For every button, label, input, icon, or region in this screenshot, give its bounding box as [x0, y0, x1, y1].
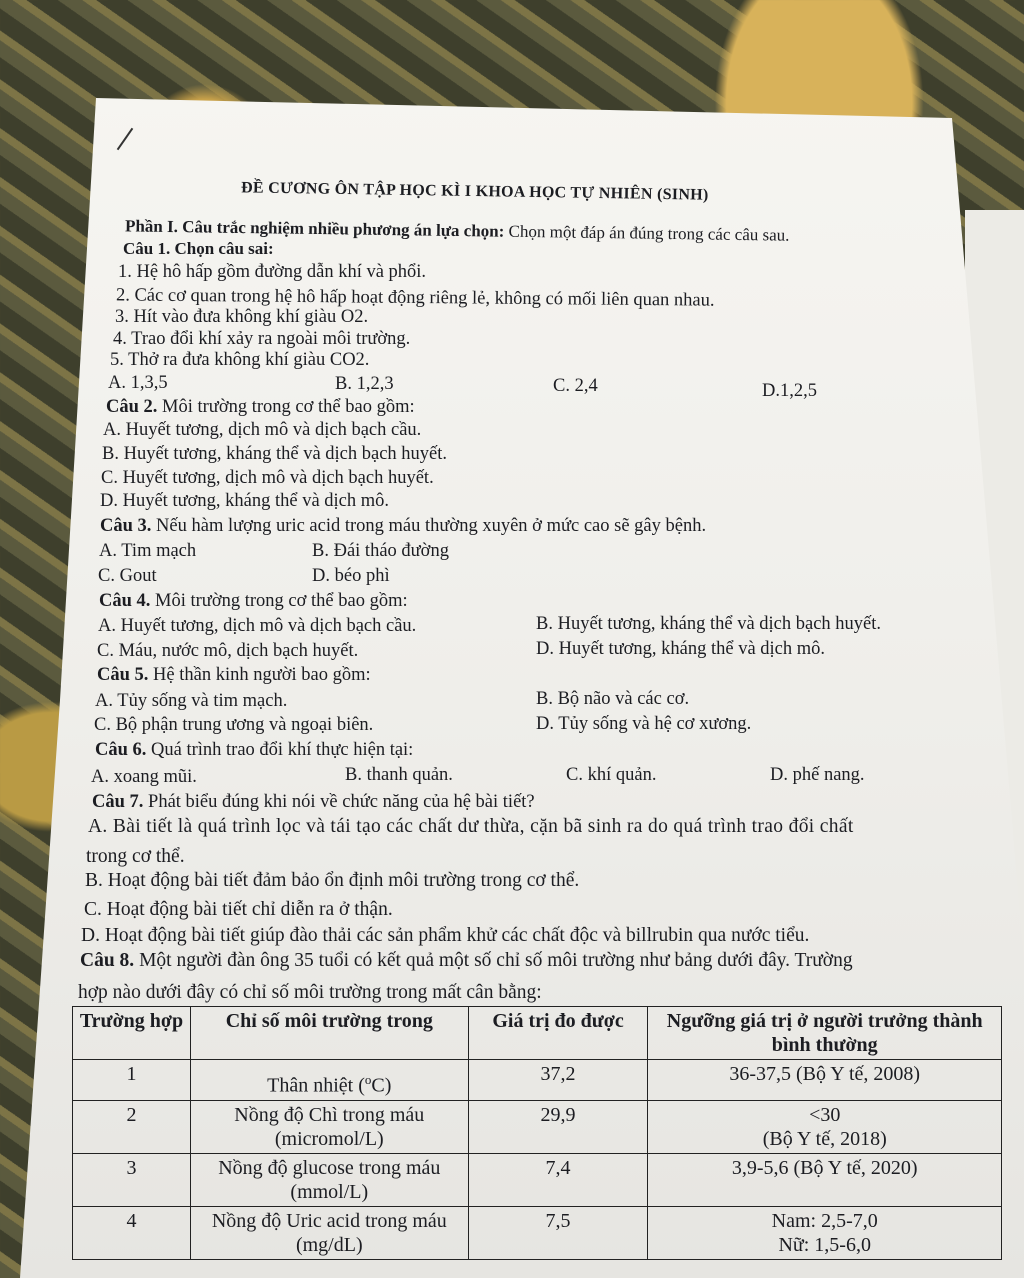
q8-stem [80, 950, 853, 972]
pen-mark [117, 128, 134, 150]
q7-option-b: B. Hoạt động bài tiết đảm bảo ổn định môi trường trong cơ thể. [85, 870, 580, 891]
q1-statement: 5. Thở ra đưa không khí giàu CO2. [110, 350, 370, 370]
q8-label: Câu 8. [80, 950, 135, 971]
cell-case: 1 [73, 1060, 191, 1101]
table-row [73, 1206, 1002, 1259]
q2-option-b: B. Huyết tương, kháng thể và dịch bạch huyết. [102, 444, 448, 464]
part-label: Phần I. Câu trắc nghiệm nhiều phương án lựa chọn: [124, 216, 505, 241]
q4-label: Câu 4. [99, 591, 151, 611]
q1-option-c: C. 2,4 [553, 376, 598, 396]
cell-index: Nồng độ glucose trong máu (mmol/L) [190, 1153, 468, 1206]
cell-case: 2 [73, 1100, 191, 1153]
table-row [73, 1060, 1002, 1101]
cell-range [648, 1060, 1002, 1101]
q1-option-d: D.1,2,5 [762, 381, 817, 401]
cell-index-unit: C) [371, 1074, 392, 1097]
q4-text: Môi trường trong cơ thể bao gồm: [155, 591, 408, 611]
cell-range-line: Nữ: 1,5-6,0 [778, 1233, 871, 1256]
q1-statement: 3. Hít vào đưa không khí giàu O2. [115, 307, 369, 327]
q6-text: Quá trình trao đổi khí thực hiện tại: [151, 740, 414, 760]
q5-option-b: B. Bộ não và các cơ. [536, 689, 690, 709]
q4-option-a: A. Huyết tương, dịch mô và dịch bạch cầu. [98, 616, 417, 636]
environment-index-table [72, 1006, 1002, 1260]
q5-option-a: A. Tủy sống và tim mạch. [95, 691, 288, 711]
cell-value: 7,5 [468, 1206, 648, 1259]
q4-option-d: D. Huyết tương, kháng thể và dịch mô. [536, 639, 826, 659]
q2-stem [106, 396, 415, 418]
q3-label: Câu 3. [100, 516, 152, 536]
q1-option-b: B. 1,2,3 [335, 374, 394, 394]
q3-option-c: C. Gout [98, 566, 157, 586]
header-case: Trường hợp [73, 1007, 191, 1060]
q6-option-d: D. phế nang. [770, 765, 865, 785]
q2-option-a: A. Huyết tương, dịch mô và dịch bạch cầu. [103, 420, 422, 440]
q7-option-c: C. Hoạt động bài tiết chỉ diễn ra ở thận. [84, 899, 393, 920]
q7-text: Phát biểu đúng khi nói về chức năng của hệ bài tiết? [148, 792, 535, 812]
q8-text-cont: hợp nào dưới đây có chỉ số môi trường trong mất cân bằng: [78, 982, 542, 1003]
cell-value: 7,4 [468, 1153, 648, 1206]
q6-option-a: A. xoang mũi. [91, 767, 197, 787]
q2-option-c: C. Huyết tương, dịch mô và dịch bạch huyết. [101, 468, 434, 488]
q7-option-d: D. Hoạt động bài tiết giúp đào thải các sản phẩm khử các chất độc và billrubin qua nước tiểu. [81, 925, 810, 946]
q2-text: Môi trường trong cơ thể bao gồm: [162, 397, 415, 417]
q5-option-d: D. Tủy sống và hệ cơ xương. [536, 714, 752, 734]
cell-range [648, 1100, 1002, 1153]
q4-option-b: B. Huyết tương, kháng thể và dịch bạch huyết. [536, 614, 882, 634]
q7-stem [92, 791, 535, 813]
q5-label: Câu 5. [97, 665, 149, 685]
q7-option-a-cont: trong cơ thể. [86, 846, 185, 867]
part-instruction: Chọn một đáp án đúng trong các câu sau. [508, 221, 790, 245]
q1-label: Câu 1. Chọn câu sai: [123, 239, 274, 258]
header-value: Giá trị đo được [468, 1007, 648, 1060]
table-row [73, 1100, 1002, 1153]
cell-range-line: 3,9-5,6 (Bộ Y tế, 2020) [731, 1156, 918, 1179]
q3-option-b: B. Đái tháo đường [312, 541, 449, 561]
degree-superscript: o [364, 1072, 372, 1087]
q6-label: Câu 6. [95, 740, 147, 760]
q7-option-a: A. Bài tiết là quá trình lọc và tái tạo các chất dư thừa, cặn bã sinh ra do quá trình trao đổi chất [88, 816, 854, 837]
cell-range [648, 1206, 1002, 1259]
cell-index: Nồng độ Chì trong máu (micromol/L) [190, 1100, 468, 1153]
q4-option-c: C. Máu, nước mô, dịch bạch huyết. [97, 641, 359, 661]
cell-index [190, 1060, 468, 1101]
q2-option-d: D. Huyết tương, kháng thể và dịch mô. [100, 491, 390, 511]
q5-stem [97, 664, 371, 686]
q3-option-a: A. Tim mạch [99, 541, 197, 561]
q5-text: Hệ thần kinh người bao gồm: [153, 665, 371, 685]
cell-case: 3 [73, 1153, 191, 1206]
q2-label: Câu 2. [106, 397, 158, 417]
cell-range-line: 36-37,5 (Bộ Y tế, 2008) [729, 1063, 921, 1085]
q1-statement: 1. Hệ hô hấp gồm đường dẫn khí và phổi. [118, 262, 427, 282]
q6-stem [95, 739, 413, 761]
q1-statement: 4. Trao đổi khí xảy ra ngoài môi trường. [113, 329, 411, 349]
header-normal-range: Ngưỡng giá trị ở người trưởng thành bình thường [648, 1007, 1002, 1060]
table-row [73, 1153, 1002, 1206]
q4-stem [99, 590, 408, 612]
cell-range-source: (Bộ Y tế, 2018) [762, 1127, 887, 1150]
page-title: ĐỀ CƯƠNG ÔN TẬP HỌC KÌ I KHOA HỌC TỰ NHIÊN (SINH) [240, 179, 709, 204]
cell-index-text: Thân nhiệt ( [267, 1074, 365, 1097]
cell-range-line: <30 [809, 1103, 841, 1126]
q1-statement: 2. Các cơ quan trong hệ hô hấp hoạt động riêng lẻ, không có mối liên quan nhau. [115, 285, 715, 311]
q8-text: Một người đàn ông 35 tuổi có kết quả một số chỉ số môi trường như bảng dưới đây. Trường [139, 950, 853, 971]
table-header-row [73, 1007, 1002, 1060]
cell-value: 29,9 [468, 1100, 648, 1153]
q3-text: Nếu hàm lượng uric acid trong máu thường xuyên ở mức cao sẽ gây bệnh. [156, 516, 707, 536]
q1-option-a: A. 1,3,5 [108, 373, 168, 393]
cell-index: Nồng độ Uric acid trong máu (mg/dL) [190, 1206, 468, 1259]
q6-option-b: B. thanh quản. [345, 765, 453, 785]
cell-range-line: Nam: 2,5-7,0 [771, 1209, 878, 1232]
q5-option-c: C. Bộ phận trung ương và ngoại biên. [94, 715, 374, 735]
cell-range [648, 1153, 1002, 1206]
cell-value: 37,2 [468, 1060, 648, 1101]
q3-stem [100, 515, 706, 537]
q7-label: Câu 7. [92, 792, 144, 812]
cell-case: 4 [73, 1206, 191, 1259]
q3-option-d: D. béo phì [312, 566, 390, 586]
q6-option-c: C. khí quản. [566, 765, 657, 785]
header-index: Chỉ số môi trường trong [190, 1007, 468, 1060]
